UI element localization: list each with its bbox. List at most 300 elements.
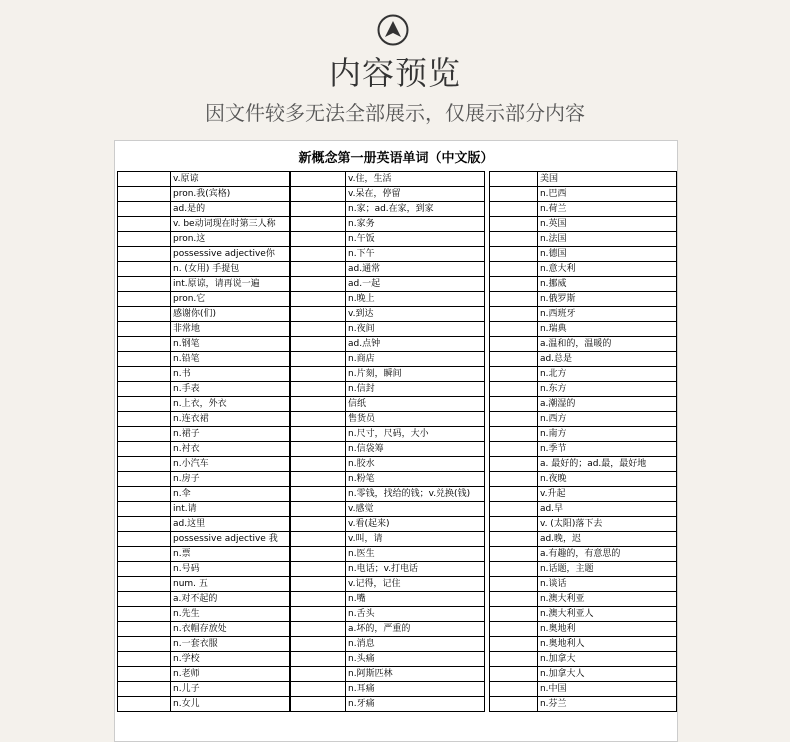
meaning-cell: num. 五 — [171, 577, 290, 592]
meaning-cell: pron.它 — [171, 292, 290, 307]
table-row — [291, 487, 485, 502]
meaning-cell: pron.这 — [171, 232, 290, 247]
word-cell — [291, 172, 346, 187]
word-cell — [490, 337, 538, 352]
table-row — [490, 322, 677, 337]
meaning-cell: n.电话；v.打电话 — [346, 562, 485, 577]
word-cell — [118, 502, 171, 517]
table-row — [490, 592, 677, 607]
meaning-cell: v.住，生活 — [346, 172, 485, 187]
meaning-cell: n.东方 — [537, 382, 676, 397]
meaning-cell: n.芬兰 — [537, 697, 676, 712]
meaning-cell: n.钢笔 — [171, 337, 290, 352]
meaning-cell: n.信袋筹 — [346, 442, 485, 457]
table-row — [490, 562, 677, 577]
table-row — [291, 427, 485, 442]
word-cell — [118, 352, 171, 367]
word-cell — [291, 262, 346, 277]
meaning-cell: ad.总是 — [537, 352, 676, 367]
meaning-cell: n.午饭 — [346, 232, 485, 247]
table-row — [291, 367, 485, 382]
meaning-cell: n.消息 — [346, 637, 485, 652]
table-row — [118, 682, 290, 697]
meaning-cell: n.铅笔 — [171, 352, 290, 367]
meaning-cell: int.请 — [171, 502, 290, 517]
table-row — [291, 352, 485, 367]
table-row — [291, 607, 485, 622]
meaning-cell: v. (太阳)落下去 — [537, 517, 676, 532]
word-cell — [291, 382, 346, 397]
word-cell — [118, 637, 171, 652]
meaning-cell: n.书 — [171, 367, 290, 382]
table-row — [291, 637, 485, 652]
meaning-cell: n.衬衣 — [171, 442, 290, 457]
table-row — [291, 562, 485, 577]
word-cell — [291, 367, 346, 382]
word-cell — [490, 262, 538, 277]
meaning-cell: n.一套衣服 — [171, 637, 290, 652]
table-row — [490, 577, 677, 592]
document-preview — [114, 140, 678, 742]
word-cell — [118, 622, 171, 637]
table-row — [118, 262, 290, 277]
table-row — [490, 472, 677, 487]
table-row — [291, 262, 485, 277]
word-cell — [118, 442, 171, 457]
word-cell — [291, 667, 346, 682]
table-row — [490, 352, 677, 367]
table-row — [291, 652, 485, 667]
table-row — [118, 397, 290, 412]
meaning-cell: ad.这里 — [171, 517, 290, 532]
page-subtitle: 因文件较多无法全部展示，仅展示部分内容 — [205, 101, 585, 125]
compass-arrow-icon — [377, 14, 409, 46]
meaning-cell: 售货员 — [346, 412, 485, 427]
table-row — [118, 307, 290, 322]
meaning-cell: a.温和的，温暖的 — [537, 337, 676, 352]
table-row — [490, 682, 677, 697]
meaning-cell: ad.早 — [537, 502, 676, 517]
table-row — [118, 367, 290, 382]
table-row — [118, 442, 290, 457]
table-row — [118, 232, 290, 247]
table-row — [118, 187, 290, 202]
meaning-cell: n.西方 — [537, 412, 676, 427]
table-row — [490, 247, 677, 262]
table-row — [490, 502, 677, 517]
table-row — [291, 667, 485, 682]
word-cell — [118, 337, 171, 352]
meaning-cell: n.伞 — [171, 487, 290, 502]
meaning-cell: n.裙子 — [171, 427, 290, 442]
word-cell — [291, 247, 346, 262]
meaning-cell: 美国 — [537, 172, 676, 187]
meaning-cell: v.升起 — [537, 487, 676, 502]
meaning-cell: v.原谅 — [171, 172, 290, 187]
document-title: 新概念第一册英语单词（中文版） — [298, 151, 494, 166]
table-row — [291, 502, 485, 517]
word-cell — [490, 487, 538, 502]
table-row — [118, 592, 290, 607]
word-cell — [291, 532, 346, 547]
meaning-cell: n.票 — [171, 547, 290, 562]
word-cell — [291, 547, 346, 562]
meaning-cell: v.叫，请 — [346, 532, 485, 547]
meaning-cell: n.北方 — [537, 367, 676, 382]
table-row — [118, 487, 290, 502]
word-cell — [490, 202, 538, 217]
word-cell — [118, 277, 171, 292]
table-row — [490, 172, 677, 187]
table-row — [118, 577, 290, 592]
meaning-cell: n.英国 — [537, 217, 676, 232]
word-cell — [291, 427, 346, 442]
table-row — [291, 172, 485, 187]
word-cell — [118, 607, 171, 622]
meaning-cell: n.嘴 — [346, 592, 485, 607]
vocab-column-1 — [117, 171, 290, 712]
meaning-cell: ad.晚，迟 — [537, 532, 676, 547]
table-row — [291, 547, 485, 562]
table-row — [490, 652, 677, 667]
word-cell — [291, 352, 346, 367]
table-row — [118, 502, 290, 517]
table-row — [490, 547, 677, 562]
table-row — [118, 217, 290, 232]
table-row — [118, 277, 290, 292]
word-cell — [291, 592, 346, 607]
word-cell — [118, 232, 171, 247]
table-row — [118, 172, 290, 187]
meaning-cell: possessive adjective 我 — [171, 532, 290, 547]
table-row — [118, 427, 290, 442]
table-row — [490, 262, 677, 277]
table-row — [291, 232, 485, 247]
table-row — [291, 187, 485, 202]
word-cell — [490, 682, 538, 697]
meaning-cell: 非常地 — [171, 322, 290, 337]
word-cell — [490, 232, 538, 247]
word-cell — [118, 652, 171, 667]
table-row — [118, 352, 290, 367]
page-title: 内容预览 — [328, 54, 461, 92]
meaning-cell: n.澳大利亚 — [537, 592, 676, 607]
meaning-cell: int.原谅，请再说一遍 — [171, 277, 290, 292]
meaning-cell: n.老师 — [171, 667, 290, 682]
table-row — [291, 337, 485, 352]
table-row — [118, 472, 290, 487]
table-row — [118, 457, 290, 472]
table-row — [118, 247, 290, 262]
word-cell — [490, 427, 538, 442]
word-cell — [291, 682, 346, 697]
word-cell — [291, 292, 346, 307]
table-row — [291, 592, 485, 607]
word-cell — [490, 442, 538, 457]
word-cell — [490, 352, 538, 367]
table-row — [291, 382, 485, 397]
word-cell — [118, 382, 171, 397]
meaning-cell: n.连衣裙 — [171, 412, 290, 427]
meaning-cell: n.奥地利人 — [537, 637, 676, 652]
table-row — [490, 277, 677, 292]
table-row — [118, 292, 290, 307]
table-row — [490, 487, 677, 502]
word-cell — [490, 637, 538, 652]
meaning-cell: n.手表 — [171, 382, 290, 397]
word-cell — [490, 652, 538, 667]
meaning-cell: n.上衣，外衣 — [171, 397, 290, 412]
meaning-cell: n.谈话 — [537, 577, 676, 592]
table-row — [490, 667, 677, 682]
table-row — [118, 652, 290, 667]
table-row — [291, 532, 485, 547]
word-cell — [291, 217, 346, 232]
table-row — [291, 472, 485, 487]
word-cell — [291, 502, 346, 517]
table-row — [490, 427, 677, 442]
meaning-cell: n.瑞典 — [537, 322, 676, 337]
word-cell — [291, 622, 346, 637]
meaning-cell: n.牙痛 — [346, 697, 485, 712]
word-cell — [118, 697, 171, 712]
meaning-cell: n.医生 — [346, 547, 485, 562]
table-row — [118, 637, 290, 652]
meaning-cell: n.耳痛 — [346, 682, 485, 697]
meaning-cell: ad.一起 — [346, 277, 485, 292]
meaning-cell: n.加拿大人 — [537, 667, 676, 682]
word-cell — [490, 517, 538, 532]
meaning-cell: n.家；ad.在家，到家 — [346, 202, 485, 217]
table-row — [291, 577, 485, 592]
table-row — [490, 187, 677, 202]
meaning-cell: v.感觉 — [346, 502, 485, 517]
word-cell — [490, 397, 538, 412]
meaning-cell: n.片刻，瞬间 — [346, 367, 485, 382]
word-cell — [291, 457, 346, 472]
meaning-cell: n.巴西 — [537, 187, 676, 202]
table-row — [118, 322, 290, 337]
word-cell — [490, 667, 538, 682]
meaning-cell: n.加拿大 — [537, 652, 676, 667]
word-cell — [291, 397, 346, 412]
table-row — [490, 217, 677, 232]
word-cell — [490, 187, 538, 202]
table-row — [118, 202, 290, 217]
table-row — [291, 202, 485, 217]
word-cell — [291, 652, 346, 667]
table-row — [118, 667, 290, 682]
meaning-cell: n.学校 — [171, 652, 290, 667]
word-cell — [118, 322, 171, 337]
meaning-cell: n.舌头 — [346, 607, 485, 622]
table-row — [291, 322, 485, 337]
table-row — [490, 232, 677, 247]
meaning-cell: a.潮湿的 — [537, 397, 676, 412]
meaning-cell: n.先生 — [171, 607, 290, 622]
meaning-cell: a.坏的，严重的 — [346, 622, 485, 637]
word-cell — [118, 517, 171, 532]
table-row — [490, 202, 677, 217]
word-cell — [291, 472, 346, 487]
meaning-cell: n.粉笔 — [346, 472, 485, 487]
table-row — [490, 397, 677, 412]
word-cell — [118, 307, 171, 322]
table-row — [490, 442, 677, 457]
meaning-cell: v.看(起来) — [346, 517, 485, 532]
word-cell — [490, 292, 538, 307]
word-cell — [291, 562, 346, 577]
meaning-cell: ad.点钟 — [346, 337, 485, 352]
meaning-cell: n.法国 — [537, 232, 676, 247]
word-cell — [118, 262, 171, 277]
word-cell — [118, 292, 171, 307]
table-row — [490, 622, 677, 637]
word-cell — [118, 457, 171, 472]
word-cell — [291, 412, 346, 427]
meaning-cell: n.号码 — [171, 562, 290, 577]
meaning-cell: n.晚上 — [346, 292, 485, 307]
table-row — [118, 412, 290, 427]
word-cell — [490, 562, 538, 577]
table-row — [490, 292, 677, 307]
meaning-cell: a. 最好的；ad.最，最好地 — [537, 457, 676, 472]
table-row — [291, 412, 485, 427]
word-cell — [118, 427, 171, 442]
meaning-cell: n.俄罗斯 — [537, 292, 676, 307]
word-cell — [291, 607, 346, 622]
table-row — [118, 337, 290, 352]
meaning-cell: n.房子 — [171, 472, 290, 487]
meaning-cell: n.阿斯匹林 — [346, 667, 485, 682]
vocab-column-2 — [290, 171, 485, 712]
table-row — [118, 562, 290, 577]
word-cell — [291, 322, 346, 337]
table-row — [490, 412, 677, 427]
word-cell — [490, 382, 538, 397]
meaning-cell: n.西班牙 — [537, 307, 676, 322]
word-cell — [490, 412, 538, 427]
word-cell — [490, 217, 538, 232]
word-cell — [291, 637, 346, 652]
word-cell — [118, 487, 171, 502]
word-cell — [118, 217, 171, 232]
table-row — [291, 397, 485, 412]
meaning-cell: a.有趣的，有意思的 — [537, 547, 676, 562]
word-cell — [490, 607, 538, 622]
word-cell — [490, 577, 538, 592]
meaning-cell: n.季节 — [537, 442, 676, 457]
word-cell — [490, 172, 538, 187]
table-row — [490, 517, 677, 532]
word-cell — [118, 172, 171, 187]
table-row — [118, 547, 290, 562]
meaning-cell: v.记得，记住 — [346, 577, 485, 592]
table-row — [490, 637, 677, 652]
table-row — [118, 607, 290, 622]
meaning-cell: n.儿子 — [171, 682, 290, 697]
word-cell — [490, 547, 538, 562]
word-cell — [118, 397, 171, 412]
meaning-cell: a.对不起的 — [171, 592, 290, 607]
meaning-cell: 信纸 — [346, 397, 485, 412]
table-row — [291, 247, 485, 262]
word-cell — [118, 247, 171, 262]
meaning-cell: v. be动词现在时第三人称 — [171, 217, 290, 232]
table-row — [291, 622, 485, 637]
word-cell — [118, 532, 171, 547]
word-cell — [118, 187, 171, 202]
word-cell — [291, 187, 346, 202]
word-cell — [118, 562, 171, 577]
word-cell — [490, 247, 538, 262]
meaning-cell: n.奥地利 — [537, 622, 676, 637]
word-cell — [118, 472, 171, 487]
meaning-cell: ad.通常 — [346, 262, 485, 277]
table-row — [490, 607, 677, 622]
word-cell — [118, 682, 171, 697]
word-cell — [291, 277, 346, 292]
word-cell — [490, 472, 538, 487]
meaning-cell: v.到达 — [346, 307, 485, 322]
word-cell — [118, 667, 171, 682]
meaning-cell: possessive adjective你 — [171, 247, 290, 262]
meaning-cell: n.尺寸，尺码，大小 — [346, 427, 485, 442]
word-cell — [118, 202, 171, 217]
word-cell — [291, 232, 346, 247]
meaning-cell: n.零钱，找给的钱；v.兑换(钱) — [346, 487, 485, 502]
table-row — [490, 337, 677, 352]
table-row — [291, 217, 485, 232]
table-row — [118, 697, 290, 712]
meaning-cell: n. (女用) 手提包 — [171, 262, 290, 277]
word-cell — [490, 322, 538, 337]
word-cell — [291, 577, 346, 592]
meaning-cell: n.德国 — [537, 247, 676, 262]
meaning-cell: n.话题，主题 — [537, 562, 676, 577]
meaning-cell: v.呆在，停留 — [346, 187, 485, 202]
meaning-cell: n.胶水 — [346, 457, 485, 472]
table-row — [490, 697, 677, 712]
table-row — [118, 382, 290, 397]
word-cell — [490, 502, 538, 517]
word-cell — [291, 517, 346, 532]
word-cell — [118, 547, 171, 562]
table-row — [291, 442, 485, 457]
word-cell — [291, 442, 346, 457]
word-cell — [490, 307, 538, 322]
table-row — [490, 457, 677, 472]
word-cell — [490, 367, 538, 382]
word-cell — [291, 697, 346, 712]
word-cell — [291, 307, 346, 322]
meaning-cell: 感谢你(们) — [171, 307, 290, 322]
vocab-column-3 — [489, 171, 677, 712]
table-row — [291, 307, 485, 322]
meaning-cell: n.家务 — [346, 217, 485, 232]
table-row — [490, 532, 677, 547]
meaning-cell: n.头痛 — [346, 652, 485, 667]
table-row — [291, 517, 485, 532]
meaning-cell: ad.是的 — [171, 202, 290, 217]
word-cell — [291, 337, 346, 352]
word-cell — [490, 277, 538, 292]
table-row — [490, 382, 677, 397]
table-row — [118, 517, 290, 532]
meaning-cell: n.商店 — [346, 352, 485, 367]
word-cell — [118, 577, 171, 592]
table-row — [291, 277, 485, 292]
